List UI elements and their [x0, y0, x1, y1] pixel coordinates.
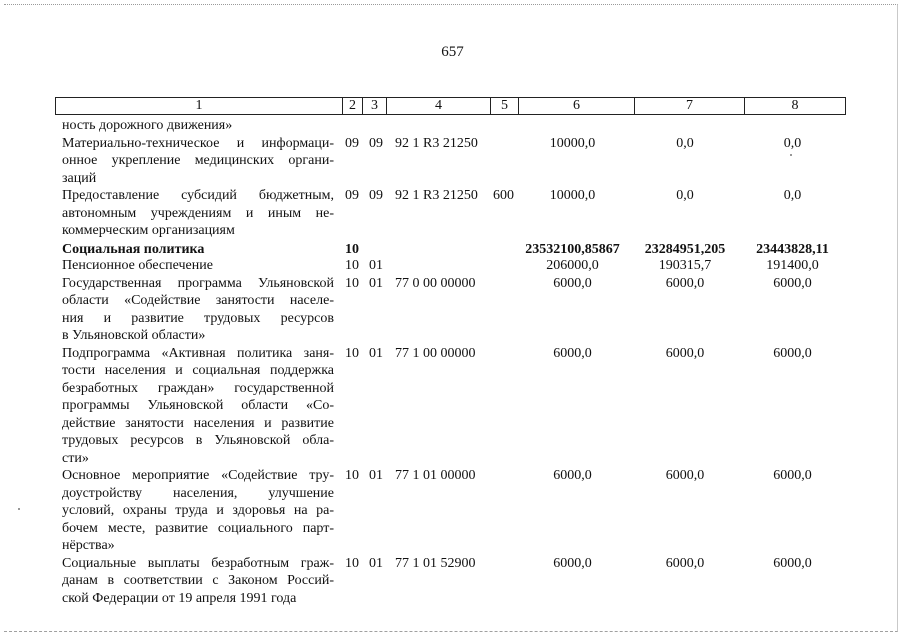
cell-col-2: 10: [345, 258, 359, 273]
header-cell-6: 6: [519, 98, 635, 114]
cell-col-7: 23284951,205: [644, 241, 726, 257]
row-name: [62, 117, 334, 135]
row-name-line: Государственная программа Ульяновской: [62, 275, 334, 291]
cell-col-3: 01: [369, 555, 383, 571]
cell-col-8: 0,0: [783, 135, 802, 151]
row-name-line: нёрства»: [62, 538, 115, 553]
row-name-line: автономным учреждениям и иным не-: [62, 205, 334, 221]
cell-col-2: 09: [345, 188, 359, 203]
row-name-line: тости населения и социальная поддержка: [62, 363, 334, 378]
table-header: [55, 97, 846, 115]
cell-col-6: 23532100,85867: [525, 241, 620, 257]
row-name: [62, 345, 334, 468]
row-name: [62, 135, 334, 188]
cell-col-8: 6000,0: [773, 468, 812, 483]
row-name-line: заций: [62, 170, 97, 186]
cell-col-4: 77 1 00 00000: [395, 345, 476, 361]
cell-col-3: 09: [369, 188, 383, 203]
scan-speck: [790, 154, 792, 156]
cell-col-2: 10: [345, 241, 359, 257]
row-name-line: Предоставление субсидий бюджетным,: [62, 188, 334, 203]
cell-col-7: 0,0: [676, 188, 694, 203]
row-name: [62, 187, 334, 240]
row-name: [62, 555, 334, 608]
header-cell-7: 7: [635, 98, 745, 114]
cell-col-3: 01: [369, 258, 383, 273]
cell-col-8: 6000,0: [773, 555, 812, 571]
cell-col-2: 10: [345, 345, 359, 361]
cell-col-4: 77 1 01 52900: [395, 555, 476, 571]
cell-col-7: 6000,0: [665, 468, 705, 483]
header-cell-4: 4: [387, 98, 491, 114]
row-name: [62, 467, 334, 555]
cell-col-3: 09: [369, 135, 383, 151]
cell-col-3: 01: [369, 345, 383, 361]
cell-col-4: 92 1 R3 21250: [395, 188, 478, 203]
cell-col-4: 92 1 R3 21250: [395, 135, 478, 151]
cell-col-7: 6000,0: [665, 275, 705, 291]
cell-col-7: 0,0: [676, 135, 694, 151]
row-name-line: действие занятости населения и развитие: [62, 415, 334, 431]
row-name-line: сти»: [62, 450, 89, 466]
page-number: 657: [441, 44, 464, 60]
row-name-line: Подпрограмма «Активная политика заня-: [62, 345, 334, 361]
header-cell-8: 8: [791, 98, 799, 113]
cell-col-6: 206000,0: [546, 258, 599, 273]
row-name-line: Основное мероприятие «Содействие тру-: [62, 468, 334, 483]
cell-col-6: 6000,0: [553, 275, 592, 291]
row-name-line: ность дорожного движения»: [62, 118, 233, 133]
row-name-line: онное укрепление медицинских органи-: [62, 153, 334, 168]
row-name-line: области «Содействие занятости населе-: [62, 293, 334, 308]
row-name-line: коммерческим организациям: [62, 223, 235, 238]
header-cell-1: 1: [56, 98, 343, 114]
cell-col-2: 09: [345, 135, 359, 151]
cell-col-2: 10: [345, 275, 359, 291]
row-name: [62, 257, 334, 275]
row-name-line: Пенсионное обеспечение: [62, 258, 213, 273]
cell-col-8: 6000,0: [773, 345, 812, 361]
cell-col-8: 6000,0: [773, 275, 812, 291]
cell-col-8: 0,0: [783, 188, 802, 203]
header-cell-2: 2: [343, 98, 363, 114]
row-name-line: ния и развитие трудовых ресурсов: [62, 310, 334, 326]
row-name-line: условий, охраны труда и здоровья на ра-: [62, 503, 334, 518]
cell-col-3: 01: [369, 275, 383, 291]
row-name-line: трудовых ресурсов в Ульяновской обла-: [62, 433, 334, 448]
row-name-line: доустройству населения, улучшение: [62, 485, 334, 501]
row-name: [62, 241, 334, 259]
cell-col-6: 10000,0: [549, 135, 596, 151]
cell-col-6: 6000,0: [553, 555, 592, 571]
header-cell-5: 5: [491, 98, 519, 114]
row-name-line: Социальные выплаты безработным граж-: [62, 555, 334, 571]
cell-col-6: 6000,0: [553, 468, 592, 483]
cell-col-7: 6000,0: [665, 555, 705, 571]
cell-col-5: 600: [493, 188, 514, 203]
cell-col-8: 191400,0: [766, 258, 819, 273]
row-name-line: безработных граждан» государственной: [62, 380, 334, 396]
scan-speck: [18, 508, 20, 510]
row-name: [62, 275, 334, 345]
cell-col-2: 10: [345, 555, 359, 571]
cell-col-3: 01: [369, 468, 383, 483]
row-name-line: данам в соответствии с Законом Россий-: [62, 573, 334, 588]
row-name-line: Социальная политика: [62, 241, 205, 257]
row-name-line: программы Ульяновской области «Со-: [62, 398, 334, 413]
cell-col-7: 6000,0: [665, 345, 705, 361]
cell-col-2: 10: [345, 468, 359, 483]
cell-col-4: 77 0 00 00000: [395, 275, 476, 291]
row-name-line: ской Федерации от 19 апреля 1991 года: [62, 590, 297, 606]
cell-col-4: 77 1 01 00000: [395, 468, 476, 483]
row-name-line: Материально-техническое и информаци-: [62, 135, 334, 151]
row-name-line: бочем месте, развитие социального парт-: [62, 520, 334, 536]
cell-col-7: 190315,7: [658, 258, 712, 273]
cell-col-6: 6000,0: [553, 345, 592, 361]
cell-col-6: 10000,0: [549, 188, 596, 203]
header-cell-3: 3: [363, 98, 387, 114]
row-name-line: в Ульяновской области»: [62, 328, 206, 343]
cell-col-8: 23443828,11: [756, 241, 829, 257]
